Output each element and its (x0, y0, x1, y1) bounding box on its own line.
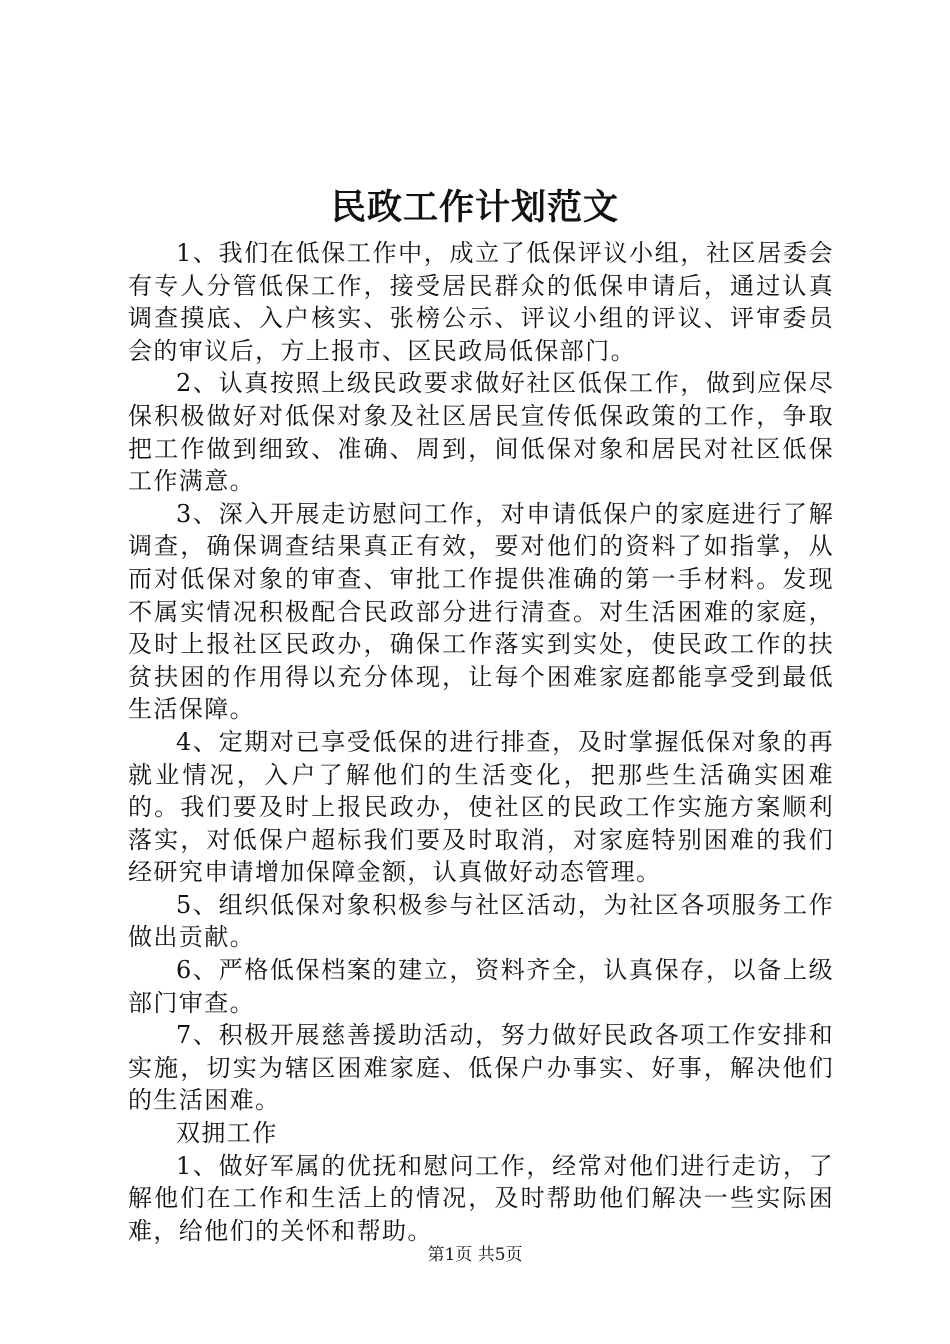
paragraph-6: 6、严格低保档案的建立，资料齐全，认真保存，以备上级部门审查。 (128, 956, 834, 1017)
paragraph-8: 1、做好军属的优抚和慰问工作，经常对他们进行走访，了解他们在工作和生活上的情况，及时帮助他们解决一些实际困难，给他们的关怀和帮助。 (128, 1151, 834, 1245)
paragraph-5: 5、组织低保对象积极参与社区活动，为社区各项服务工作做出贡献。 (128, 890, 834, 952)
section-heading-shuangyong: 双拥工作 (176, 1119, 278, 1148)
paragraph-4: 4、定期对已享受低保的进行排查，及时掌握低保对象的再就业情况，入户了解他们的生活变化，把那些生活确实困难的。我们要及时上报民政办，使社区的民政工作实施方案顺利落实，对低保户超标我们要及时取消，对家庭特别困难的我们经研究申请增加保障金额，认真做好动态管理。 (128, 727, 834, 887)
page-footer: 第1页 共5页 (427, 1245, 523, 1265)
paragraph-7: 7、积极开展慈善援助活动，努力做好民政各项工作安排和实施，切实为辖区困难家庭、低保户办事实、好事，解决他们的生活困难。 (128, 1021, 834, 1115)
document-body (128, 237, 834, 1247)
document-title: 民政工作计划范文 (330, 187, 619, 228)
paragraph-3: 3、深入开展走访慰问工作，对申请低保户的家庭进行了解调查，确保调查结果真正有效，要对他们的资料了如指掌，从而对低保对象的审查、审批工作提供准确的第一手材料。发现不属实情况积极配合民政部分进行清查。对生活困难的家庭，及时上报社区民政办，确保工作落实到实处，使民政工作的扶贫扶困的作用得以充分体现，让每个困难家庭都能享受到最低生活保障。 (128, 499, 834, 724)
paragraph-2: 2、认真按照上级民政要求做好社区低保工作，做到应保尽保积极做好对低保对象及社区居民宣传低保政策的工作，争取把工作做到细致、准确、周到，间低保对象和居民对社区低保工作满意。 (128, 369, 834, 496)
paragraph-1: 1、我们在低保工作中，成立了低保评议小组，社区居委会有专人分管低保工作，接受居民群众的低保申请后，通过认真调查摸底、入户核实、张榜公示、评议小组的评议、评审委员会的审议后，方上报市、区民政局低保部门。 (128, 239, 834, 365)
